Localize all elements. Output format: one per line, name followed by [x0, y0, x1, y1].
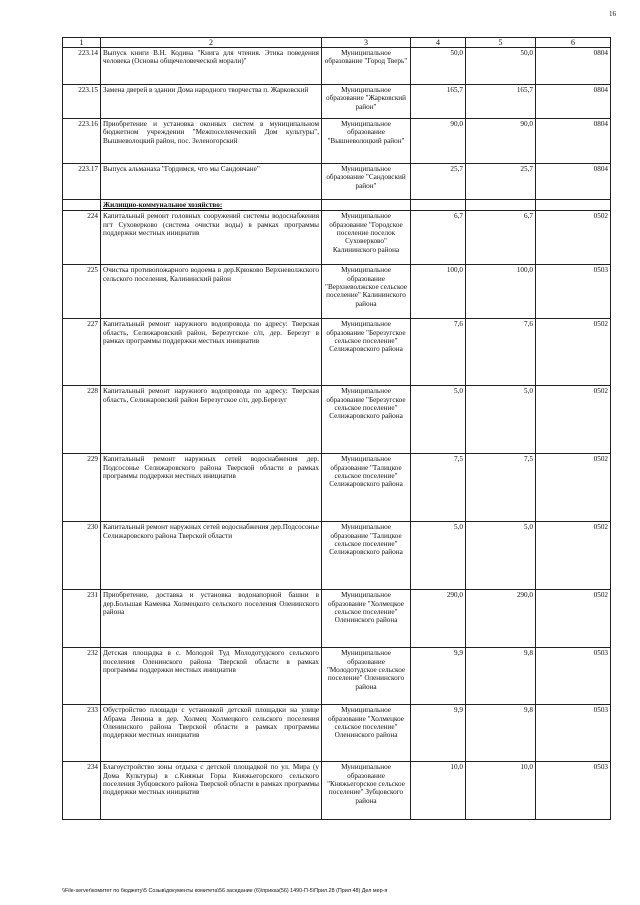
amount-planned: 5,0 — [411, 386, 466, 454]
section-row — [63, 200, 611, 211]
item-name: Приобретение, доставка и установка водонапорной башни в дер.Большая Каменка Холмецкого сельского поселения Оленинского района — [101, 590, 322, 648]
recipient: Муниципальное образование "Сандовский район" — [322, 164, 411, 200]
amount-planned: 50,0 — [411, 48, 466, 85]
item-name: Капитальный ремонт головных сооружений системы водоснабжения пгт Суховерково (система очистки воды) в рамках программы поддержки местных инициатив — [101, 211, 322, 265]
amount-approved: 25,7 — [466, 164, 536, 200]
budget-code: 0503 — [536, 265, 611, 319]
column-header: 1 — [63, 38, 101, 48]
table-row — [63, 164, 611, 200]
amount-approved: 165,7 — [466, 85, 536, 119]
budget-code: 0502 — [536, 454, 611, 522]
amount-approved: 100,0 — [466, 265, 536, 319]
item-name: Очистка противопожарного водоема в дер.Крюково Верхневолжского сельского поселения, Калининский район — [101, 265, 322, 319]
budget-code: 0804 — [536, 119, 611, 164]
budget-code: 0503 — [536, 705, 611, 762]
budget-code: 0503 — [536, 762, 611, 820]
row-number: 231 — [63, 590, 101, 648]
item-name: Капитальный ремонт наружного водопровода по адресу: Тверская область, Селижаровский район Березугское с/п, дер.Березуг — [101, 386, 322, 454]
recipient: Муниципальное образование "Город Тверь" — [322, 48, 411, 85]
budget-table — [62, 37, 611, 820]
column-header: 6 — [536, 38, 611, 48]
table-row — [63, 319, 611, 386]
recipient: Муниципальное образование "Березугское сельское поселение" Селижаровского района — [322, 386, 411, 454]
amount-approved: 5,0 — [466, 522, 536, 590]
table-row — [63, 265, 611, 319]
amount-planned: 100,0 — [411, 265, 466, 319]
amount-approved: 90,0 — [466, 119, 536, 164]
row-number: 233 — [63, 705, 101, 762]
table-row — [63, 211, 611, 265]
item-name: Капитальный ремонт наружных сетей водоснабжения дер. Подсосонье Селижаровского района Тверской области в рамках программы поддержки местных инициатив — [101, 454, 322, 522]
recipient: Муниципальное образование "Холмецкое сельское поселение" Оленинского района — [322, 705, 411, 762]
item-name: Обустройство площади с установкой детской площадки на улице Абрама Ленина в дер. Холмец Холмецкого сельского поселения Оленинского района Тверской области в рамках программы поддержки местных инициатив — [101, 705, 322, 762]
row-number: 224 — [63, 211, 101, 265]
amount-approved: 7,6 — [466, 319, 536, 386]
column-header: 3 — [322, 38, 411, 48]
table-row — [63, 119, 611, 164]
section-blank-cell — [322, 200, 411, 211]
item-name: Детская площадка в с. Молодой Туд Молодотудского сельского поселения Оленинского района Тверской области в рамках программы поддержки местных инициатив — [101, 648, 322, 705]
row-number: 223.14 — [63, 48, 101, 85]
table-row — [63, 386, 611, 454]
budget-code: 0502 — [536, 386, 611, 454]
column-header: 2 — [101, 38, 322, 48]
section-blank-cell — [411, 200, 466, 211]
amount-approved: 9,8 — [466, 705, 536, 762]
row-number: 230 — [63, 522, 101, 590]
row-number: 223.16 — [63, 119, 101, 164]
amount-approved: 50,0 — [466, 48, 536, 85]
amount-planned: 9,9 — [411, 648, 466, 705]
item-name: Капитальный ремонт наружного водопровода по адресу: Тверская область, Селижаровский район, Березугское с/п, дер. Березуг в рамках программы поддержки местных инициатив — [101, 319, 322, 386]
section-blank-cell — [536, 200, 611, 211]
row-number: 229 — [63, 454, 101, 522]
recipient: Муниципальное образование "Березугское сельское поселение" Селижаровского района — [322, 319, 411, 386]
row-number: 228 — [63, 386, 101, 454]
item-name: Выпуск альманаха "Гордимся, что мы Сандовчане" — [101, 164, 322, 200]
amount-planned: 25,7 — [411, 164, 466, 200]
page-number: 16 — [609, 10, 616, 18]
amount-approved: 7,5 — [466, 454, 536, 522]
recipient: Муниципальное образование "Княжьегорское сельское поселение" Зубцовского района — [322, 762, 411, 820]
item-name: Выпуск книги В.Н. Кодина "Книга для чтения. Этика поведения человека (Основы общечеловеческой морали)" — [101, 48, 322, 85]
table-row — [63, 48, 611, 85]
amount-planned: 5,0 — [411, 522, 466, 590]
recipient: Муниципальное образование "Городское поселение поселок Суховерково" Калининского района — [322, 211, 411, 265]
row-number: 227 — [63, 319, 101, 386]
amount-approved: 9,8 — [466, 648, 536, 705]
column-header: 4 — [411, 38, 466, 48]
amount-approved: 6,7 — [466, 211, 536, 265]
amount-planned: 9,9 — [411, 705, 466, 762]
item-name: Приобретение и установка оконных систем в муниципальном бюджетном учреждении "Межпоселенческий Дом культуры", Вышневолоцкий район, пос. Зеленогорский — [101, 119, 322, 164]
recipient: Муниципальное образование "Талицкое сельское поселение" Селижаровского района — [322, 454, 411, 522]
budget-code: 0502 — [536, 590, 611, 648]
row-number: 223.15 — [63, 85, 101, 119]
column-header-row — [63, 38, 611, 48]
budget-code: 0804 — [536, 85, 611, 119]
budget-code: 0804 — [536, 164, 611, 200]
budget-code: 0502 — [536, 319, 611, 386]
amount-approved: 10,0 — [466, 762, 536, 820]
amount-planned: 165,7 — [411, 85, 466, 119]
file-path-footer: \\File-server\комитет по бюджету\5 Созыв\документы комитета\56 заседание (6)\приказ(56) 1490-П-5\Прил.28 (Прил 48) Дел мер-я — [62, 888, 388, 894]
amount-approved: 290,0 — [466, 590, 536, 648]
row-number: 234 — [63, 762, 101, 820]
section-blank-cell — [63, 200, 101, 211]
recipient: Муниципальное образование "Верхневолжское сельское поселение" Калининского района — [322, 265, 411, 319]
amount-planned: 10,0 — [411, 762, 466, 820]
recipient: Муниципальное образование "Вышневолоцкий район" — [322, 119, 411, 164]
row-number: 225 — [63, 265, 101, 319]
recipient: Муниципальное образование "Холмецкое сельское поселение" Оленинского района — [322, 590, 411, 648]
section-blank-cell — [466, 200, 536, 211]
table-row — [63, 590, 611, 648]
table-row — [63, 705, 611, 762]
item-name: Замена дверей в здании Дома народного творчества п. Жарковский — [101, 85, 322, 119]
table-row — [63, 648, 611, 705]
recipient: Муниципальное образование "Молодотудское сельское поселение" Оленинского района — [322, 648, 411, 705]
recipient: Муниципальное образование "Жарковский район" — [322, 85, 411, 119]
budget-code: 0502 — [536, 211, 611, 265]
table-row — [63, 85, 611, 119]
amount-approved: 5,0 — [466, 386, 536, 454]
budget-code: 0502 — [536, 522, 611, 590]
amount-planned: 290,0 — [411, 590, 466, 648]
item-name: Капитальный ремонт наружных сетей водоснабжения дер.Подсосонье Селижаровского района Тверской области — [101, 522, 322, 590]
amount-planned: 7,6 — [411, 319, 466, 386]
budget-code: 0503 — [536, 648, 611, 705]
row-number: 232 — [63, 648, 101, 705]
row-number: 223.17 — [63, 164, 101, 200]
budget-code: 0804 — [536, 48, 611, 85]
section-title: Жилищно-коммунальное хозяйство: — [101, 200, 322, 211]
table-row — [63, 762, 611, 820]
amount-planned: 90,0 — [411, 119, 466, 164]
amount-planned: 6,7 — [411, 211, 466, 265]
recipient: Муниципальное образование "Талицкое сельское поселение" Селижаровского района — [322, 522, 411, 590]
item-name: Благоустройство зоны отдыха с детской площадкой по ул. Мира (у Дома Культуры) в с.Княжьи Горы Княжьегорского сельского поселения Зубцовского района Тверской области в рамках программы поддержки местных инициатив — [101, 762, 322, 820]
table-row — [63, 454, 611, 522]
amount-planned: 7,5 — [411, 454, 466, 522]
table-row — [63, 522, 611, 590]
column-header: 5 — [466, 38, 536, 48]
